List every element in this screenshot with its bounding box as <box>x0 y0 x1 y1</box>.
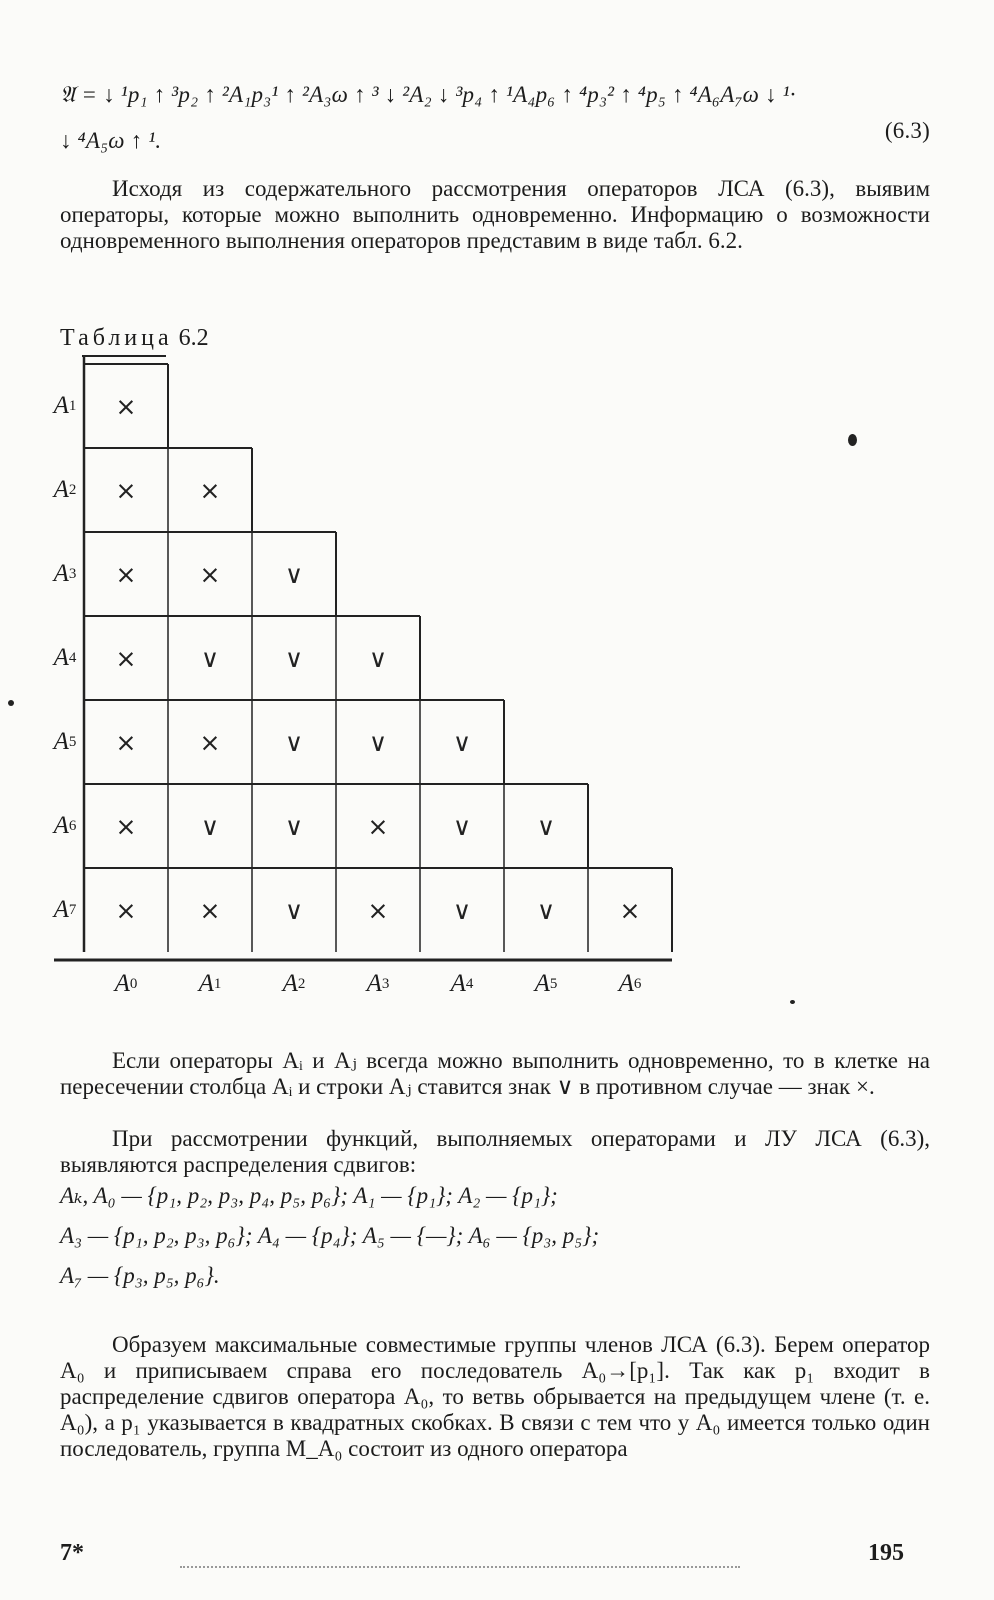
paragraph-intro <box>60 176 930 254</box>
paragraph-groups-text: Образуем максимальные совместимые группы членов ЛСА (6.3). Берем оператор A₀ и приписываем справа его последователь A₀→[p₁]. Так как p₁ входит в распределение сдвигов оператора A₀, то ветвь обрывается на предыдущем члене (т. е. A₀), а p₁ указывается в квадратных скобках. В связи с тем что у A₀ имеется только один последователь, группа M_A₀ состоит из одного оператора <box>60 1332 930 1461</box>
shift-distributions <box>60 1176 930 1296</box>
table-cell: × <box>115 643 137 673</box>
table-cell: ∨ <box>284 895 304 925</box>
table-cell: × <box>199 727 221 757</box>
lsa-formula <box>60 72 930 164</box>
shift-line-2: A₃ — {p₁, p₂, p₃, p₆}; A₄ — {p₄}; A₅ — {—}; A₆ — {p₃, p₅}; <box>60 1223 600 1248</box>
table-cell: × <box>115 727 137 757</box>
row-label: A 2 <box>53 476 77 503</box>
table-cell: ∨ <box>284 811 304 841</box>
table-cell: × <box>115 895 137 925</box>
formula-line-2: ↓ ⁴A₅ω ↑ ¹. <box>60 128 162 153</box>
row-label: A 4 <box>53 644 77 671</box>
print-speck <box>790 1000 795 1004</box>
column-label: A 0 <box>114 970 138 997</box>
table-cell: × <box>199 895 221 925</box>
table-cell: × <box>619 895 641 925</box>
column-label: A 3 <box>366 970 390 997</box>
table-cell: × <box>115 559 137 589</box>
row-label: A 7 <box>53 896 77 923</box>
print-speck <box>848 434 857 446</box>
paragraph-intro-text: Исходя из содержательного рассмотрения операторов ЛСА (6.3), выявим операторы, которые можно выполнить одновременно. Информацию о возможности одновременного выполнения операторов представим в виде табл. 6.2. <box>60 176 930 253</box>
paragraph-shifts-intro-text: При рассмотрении функций, выполняемых операторами и ЛУ ЛСА (6.3), выявляются распределения сдвигов: <box>60 1126 930 1177</box>
table-cell: × <box>199 559 221 589</box>
table-cell: ∨ <box>452 811 472 841</box>
row-label: A 3 <box>53 560 77 587</box>
table-cell: ∨ <box>200 643 220 673</box>
table-caption-word: Таблица <box>60 325 173 351</box>
column-label: A 6 <box>618 970 642 997</box>
formula-line-1: 𝔄 = ↓ ¹p₁ ↑ ³p₂ ↑ ²A₁p₃¹ ↑ ²A₃ω ↑ ³ ↓ ²A₂ ↓ ³p₄ ↑ ¹A₄p₆ ↑ ⁴p₃² ↑ ⁴p₅ ↑ ⁴A₆A₇ω ↓ ¹· <box>60 82 796 107</box>
signature-mark: 7* <box>60 1540 84 1566</box>
table-cell: × <box>115 811 137 841</box>
table-cell: ∨ <box>536 895 556 925</box>
table-caption-number: 6.2 <box>178 325 209 351</box>
table-cell: × <box>115 391 137 421</box>
paragraph-legend-text: Если операторы Aᵢ и Aⱼ всегда можно выполнить одновременно, то в клетке на пересечении столбца Aᵢ и строки Aⱼ ставится знак ∨ в противном случае — знак ×. <box>60 1048 930 1099</box>
paragraph-shifts-intro <box>60 1126 930 1178</box>
table-caption <box>60 325 209 352</box>
table-cell: × <box>115 475 137 505</box>
print-speck <box>8 700 14 706</box>
row-label: A 1 <box>53 392 77 419</box>
table-cell: ∨ <box>368 727 388 757</box>
table-cell: ∨ <box>452 895 472 925</box>
column-label: A 2 <box>282 970 306 997</box>
shift-line-1: Aₖ, A₀ — {p₁, p₂, p₃, p₄, p₅, p₆}; A₁ — {p₁}; A₂ — {p₁}; <box>60 1183 558 1208</box>
page-number: 195 <box>868 1540 904 1566</box>
row-label: A 6 <box>53 812 77 839</box>
column-label: A 4 <box>450 970 474 997</box>
table-cell: ∨ <box>536 811 556 841</box>
column-label: A 5 <box>534 970 558 997</box>
table-cell: ∨ <box>452 727 472 757</box>
table-cell: ∨ <box>368 643 388 673</box>
table-cell: × <box>367 895 389 925</box>
paragraph-legend <box>60 1048 930 1100</box>
shift-line-3: A₇ — {p₃, p₅, p₆}. <box>60 1263 220 1288</box>
table-cell: ∨ <box>284 727 304 757</box>
paragraph-groups <box>60 1332 930 1462</box>
table-cell: × <box>199 475 221 505</box>
row-label: A 5 <box>53 728 77 755</box>
column-label: A 1 <box>198 970 222 997</box>
table-cell: ∨ <box>284 643 304 673</box>
footer-dotted-rule <box>180 1566 740 1568</box>
table-cell: ∨ <box>284 559 304 589</box>
table-cell: × <box>367 811 389 841</box>
table-cell: ∨ <box>200 811 220 841</box>
equation-number: (6.3) <box>884 118 930 143</box>
